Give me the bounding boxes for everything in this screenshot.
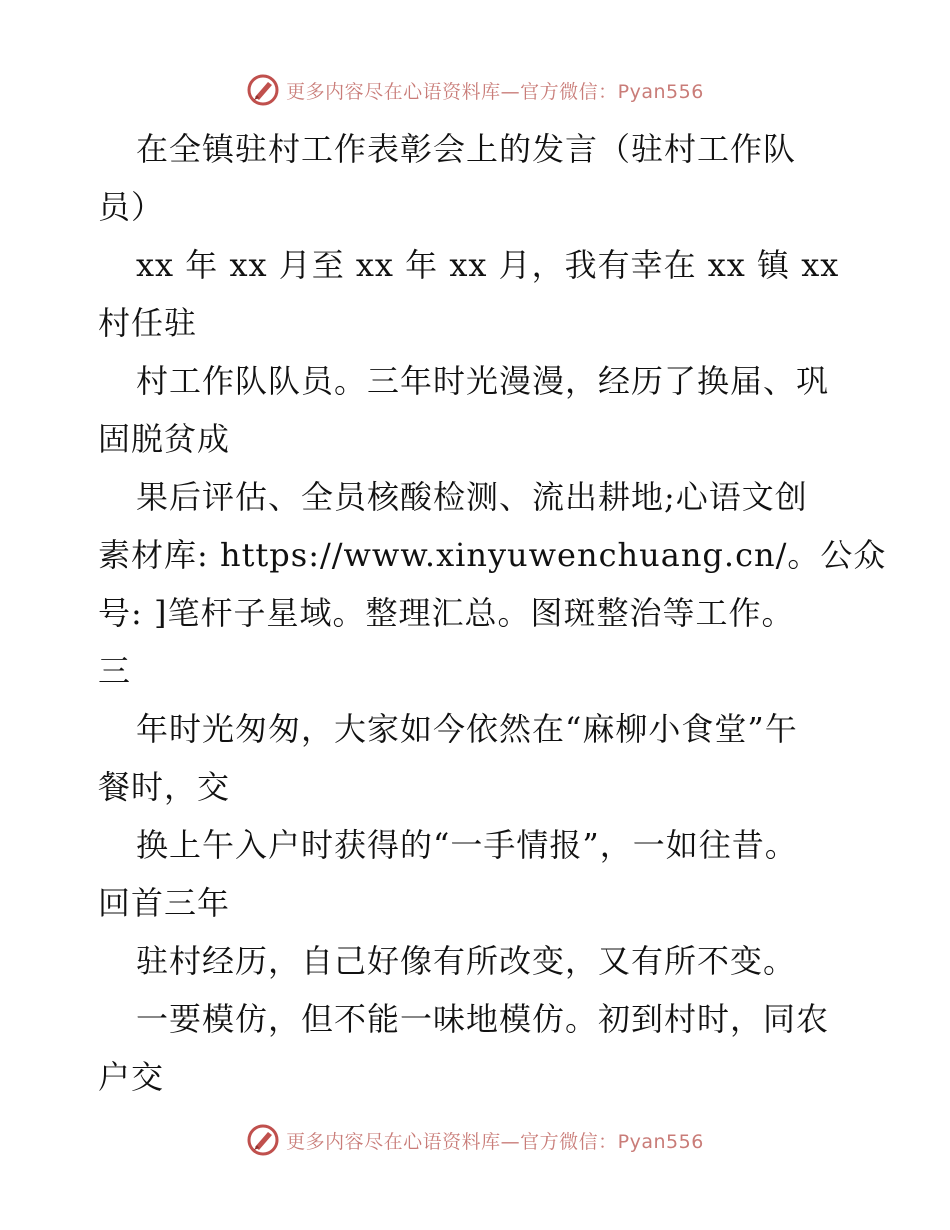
brush-logo-icon bbox=[246, 1123, 280, 1157]
doc-line: 一要模仿，但不能一味地模仿。初到村时，同农 bbox=[136, 1000, 830, 1038]
header-watermark bbox=[0, 70, 950, 110]
brush-logo-icon bbox=[246, 73, 280, 107]
document-body bbox=[98, 120, 887, 1106]
doc-line: 员） bbox=[98, 188, 165, 226]
doc-line: 在全镇驻村工作表彰会上的发言（驻村工作队 bbox=[136, 130, 797, 168]
doc-line: 固脱贫成 bbox=[98, 420, 231, 458]
doc-line: 素材库: https://www.xinyuwenchuang.cn/。公众 bbox=[98, 536, 887, 574]
footer-watermark bbox=[0, 1120, 950, 1160]
doc-line: 年时光匆匆，大家如今依然在“麻柳小食堂”午 bbox=[136, 710, 798, 748]
doc-line: 换上午入户时获得的“一手情报”，一如往昔。 bbox=[136, 826, 798, 864]
doc-line: 号: ]笔杆子星域。整理汇总。图斑整治等工作。 bbox=[98, 594, 795, 632]
watermark-text: 更多内容尽在心语资料库—官方微信：Pyan556 bbox=[286, 80, 704, 103]
doc-line: 户交 bbox=[98, 1058, 165, 1096]
doc-line: 回首三年 bbox=[98, 884, 231, 922]
doc-line: 餐时，交 bbox=[98, 768, 231, 806]
doc-line: 驻村经历，自己好像有所改变，又有所不变。 bbox=[136, 942, 797, 980]
doc-line: 果后评估、全员核酸检测、流出耕地;心语文创 bbox=[136, 478, 808, 516]
doc-line: 村工作队队员。三年时光漫漫，经历了换届、巩 bbox=[136, 362, 830, 400]
doc-line: xx 年 xx 月至 xx 年 xx 月，我有幸在 xx 镇 xx bbox=[136, 246, 840, 284]
watermark-text: 更多内容尽在心语资料库—官方微信：Pyan556 bbox=[286, 1130, 704, 1153]
doc-line: 村任驻 bbox=[98, 304, 198, 342]
doc-line: 三 bbox=[98, 652, 132, 690]
